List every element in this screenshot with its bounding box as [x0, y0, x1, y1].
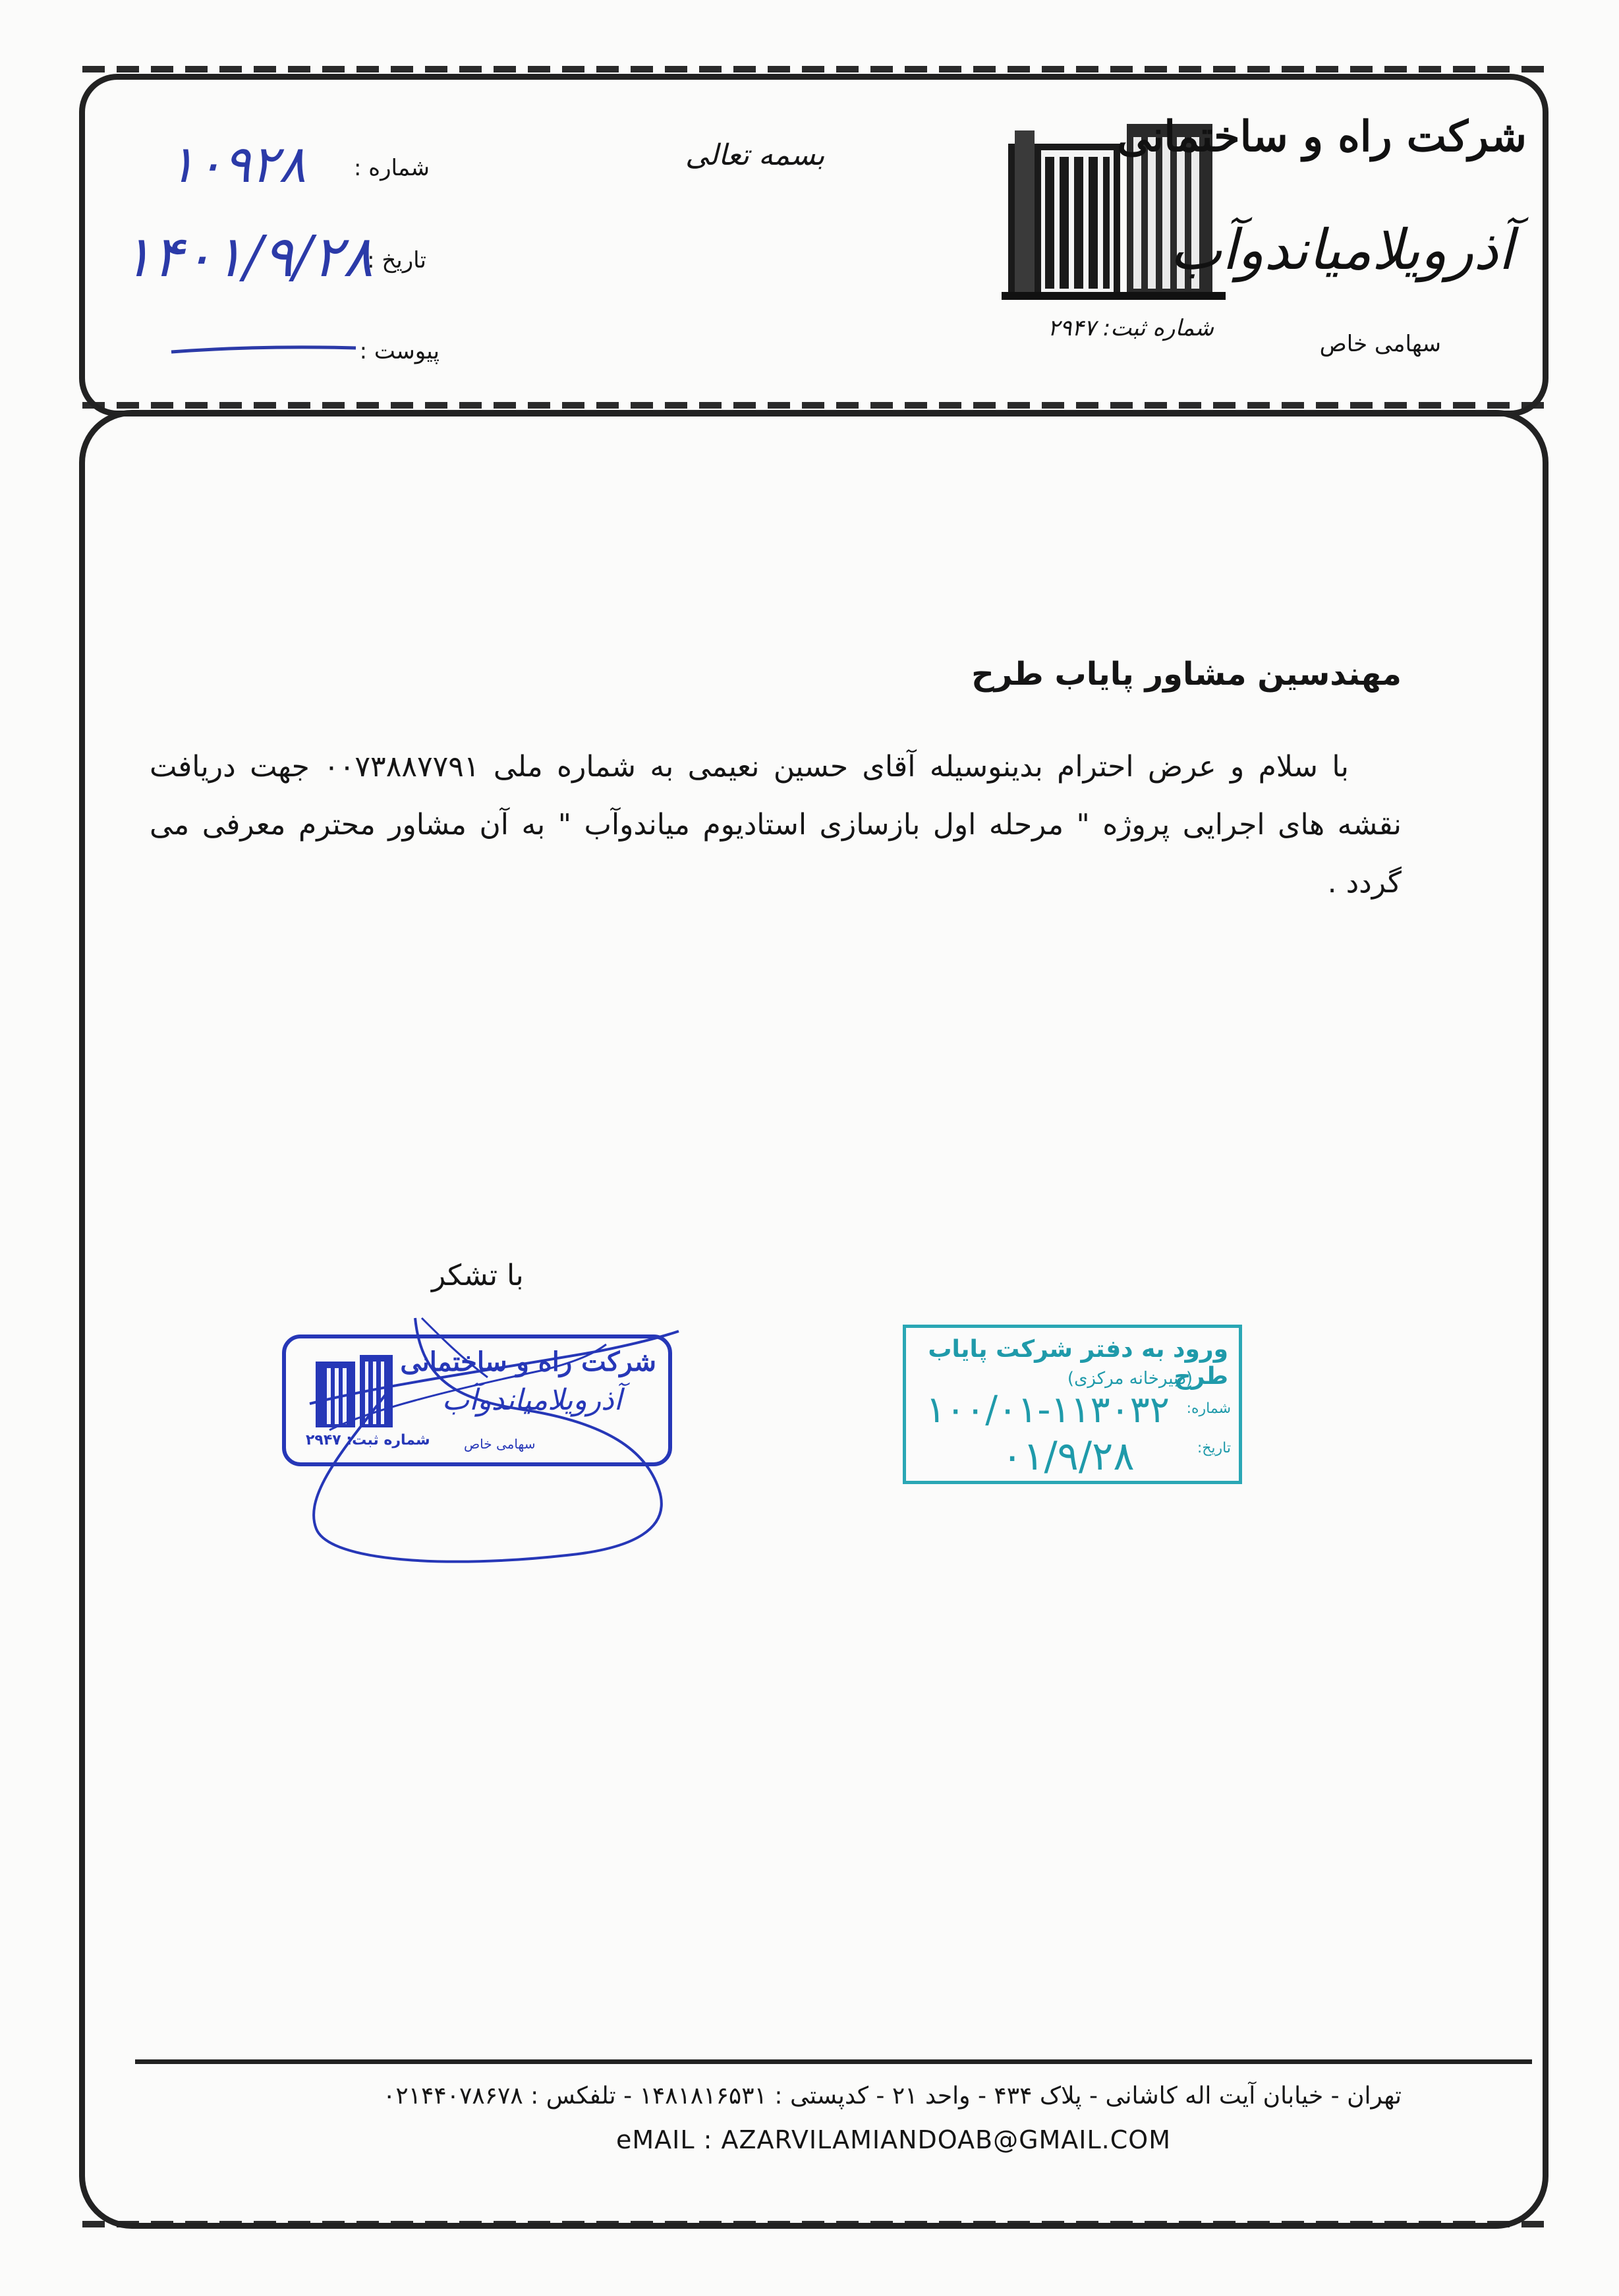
- company-subname: آذرویلامیاندوآب: [1170, 217, 1514, 282]
- receipt-title: ورود به دفتر شرکت پایاب طرح: [928, 1336, 1228, 1390]
- stamp-company-line2: آذرویلامیاندوآب: [441, 1383, 622, 1417]
- footer-rule: [135, 2059, 1532, 2064]
- recipient: مهندسین مشاور پایاب طرح: [971, 656, 1402, 693]
- stamp-registration: شماره ثبت: ۲۹۴۷: [306, 1432, 430, 1449]
- receipt-number-label: شماره:: [1186, 1400, 1231, 1417]
- top-scan-band: [82, 66, 1545, 72]
- attachment-line: [168, 343, 359, 356]
- company-name: شرکت راه و ساختمانی: [1117, 112, 1527, 161]
- attachment-label: پیوست :: [359, 338, 440, 364]
- signature: [290, 1278, 698, 1588]
- number-label: شماره :: [354, 155, 430, 181]
- receipt-number-value: ۱۰۰/۰۱-۱۱۳۰۳۲: [926, 1389, 1170, 1431]
- receipt-date-label: تاریخ:: [1197, 1440, 1231, 1456]
- footer-email: eMAIL : AZARVILAMIANDOAB@GMAIL.COM: [616, 2125, 1171, 2154]
- date-label: تاریخ :: [367, 247, 426, 273]
- company-type: سهامی خاص: [1319, 331, 1441, 357]
- receipt-stamp: [903, 1325, 1242, 1484]
- receipt-subtitle: (دبیرخانه مرکزی): [1067, 1369, 1193, 1389]
- stamp-company-type: سهامی خاص: [464, 1436, 536, 1452]
- bismillah: بسمه تعالی: [685, 138, 825, 172]
- registration-number: شماره ثبت: ۲۹۴۷: [1048, 315, 1214, 341]
- letter-body: با سلام و عرض احترام بدینوسیله آقای حسین نعیمی به شماره ملی ۰۰۷۳۸۸۷۷۹۱ جهت دریافت نقشه های اجرایی پروژه " مرحله اول بازسازی استادیوم میاندوآب " به آن مشاور محترم معرفی می گردد .: [150, 750, 1402, 900]
- footer-address: تهران - خیابان آیت اله کاشانی - پلاک ۴۳۴ - واحد ۲۱ - کدپستی : ۱۴۸۱۸۱۶۵۳۱ - تلفکس : ۰۲۱۴۴۰۷۸۶۷۸: [383, 2082, 1402, 2109]
- closing: با تشکر: [432, 1259, 524, 1292]
- date-value: ۱۴۰۱/۹/۲۸: [122, 224, 374, 290]
- number-value: ۱۰۹۲۸: [168, 135, 306, 194]
- stamp-company-line1: شرکت راه و ساختمانی: [400, 1346, 656, 1377]
- receipt-date-value: ۰۱/۹/۲۸: [1002, 1433, 1135, 1479]
